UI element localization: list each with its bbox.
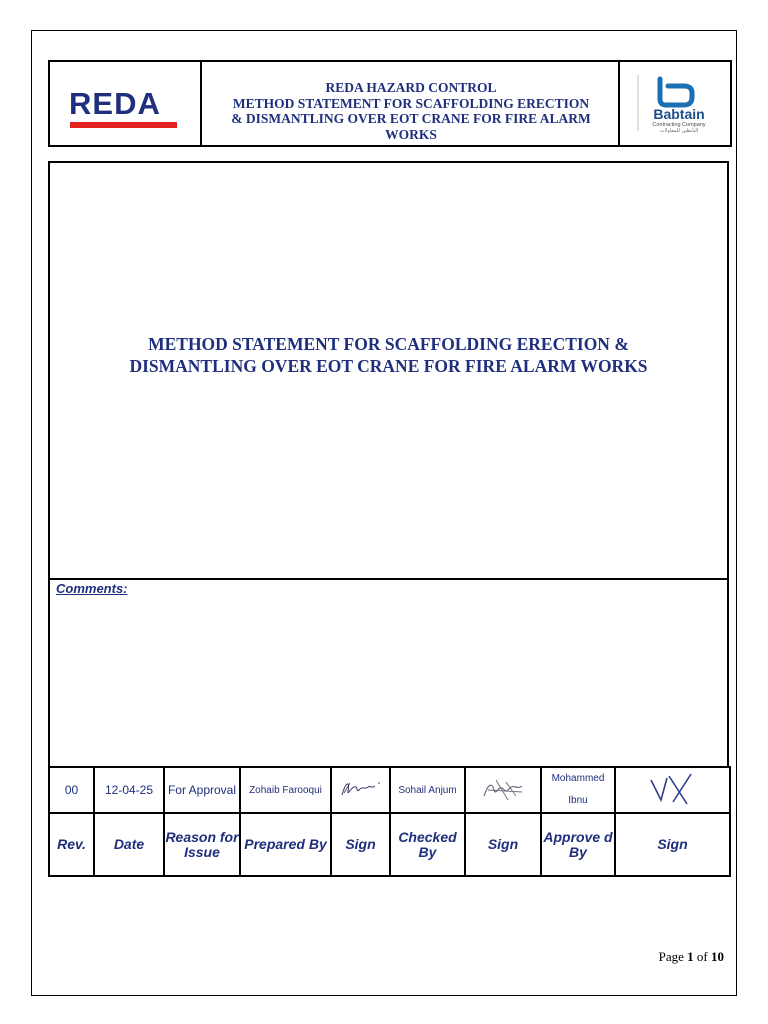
prepared-signature: [331, 767, 390, 813]
prepared-by-value: Zohaib Farooqui: [240, 767, 331, 813]
approved-by-header: Approve d By: [541, 813, 615, 876]
sign-header: Sign: [615, 813, 730, 876]
approved-by-line: Mohammed: [551, 773, 605, 784]
page-current: 1: [687, 949, 694, 964]
comments-label: Comments:: [56, 581, 128, 596]
rev-value: 00: [49, 767, 94, 813]
sign-header: Sign: [465, 813, 541, 876]
header-title-line: METHOD STATEMENT FOR SCAFFOLDING ERECTION: [232, 95, 590, 111]
reda-logo-text: REDA: [69, 86, 161, 121]
header-title-line: REDA HAZARD CONTROL: [325, 80, 497, 95]
checked-by-value: Sohail Anjum: [390, 767, 465, 813]
comments-section: [48, 578, 729, 768]
page-label: Page: [658, 949, 684, 964]
signature-image: [478, 776, 528, 802]
page-total: 10: [711, 949, 724, 964]
signature-image: [643, 770, 703, 808]
revision-table: [48, 766, 731, 877]
cover-title-line: METHOD STATEMENT FOR SCAFFOLDING ERECTION &: [148, 334, 629, 354]
babtain-logo-name: Babtain: [653, 106, 705, 122]
cover-section: [48, 161, 729, 580]
cover-title-line: DISMANTLING OVER EOT CRANE FOR FIRE ALARM WORKS: [129, 356, 648, 376]
reda-logo: [50, 62, 202, 145]
babtain-logo-arabic: البابطين للمقاولات: [659, 128, 699, 133]
rev-header: Rev.: [49, 813, 94, 876]
approved-by-value: [541, 767, 615, 813]
checked-by-header: Checked By: [390, 813, 465, 876]
sign-header: Sign: [331, 813, 390, 876]
signature-image: [338, 777, 384, 801]
approved-by-line: Ibnu: [568, 795, 588, 806]
table-row: [49, 767, 730, 813]
date-header: Date: [94, 813, 164, 876]
document-header: [48, 60, 732, 147]
approved-signature: [615, 767, 730, 813]
reason-value: For Approval: [164, 767, 240, 813]
reason-header: Reason for Issue: [164, 813, 240, 876]
cover-title: [50, 333, 727, 377]
babtain-logo-subtitle: Contracting Company: [652, 122, 706, 128]
header-title-line: & DISMANTLING OVER EOT CRANE FOR FIRE ALARM: [231, 111, 591, 126]
table-row: [49, 813, 730, 876]
babtain-logo-cell: [618, 62, 730, 145]
prepared-by-header: Prepared By: [240, 813, 331, 876]
checked-signature: [465, 767, 541, 813]
date-value: 12-04-25: [94, 767, 164, 813]
page-of-label: of: [696, 949, 708, 964]
babtain-logo: [634, 73, 720, 133]
page-number: [628, 949, 724, 965]
header-title-line: WORKS: [385, 126, 437, 142]
reda-logo-underline: [70, 122, 177, 128]
header-title: [202, 62, 620, 145]
